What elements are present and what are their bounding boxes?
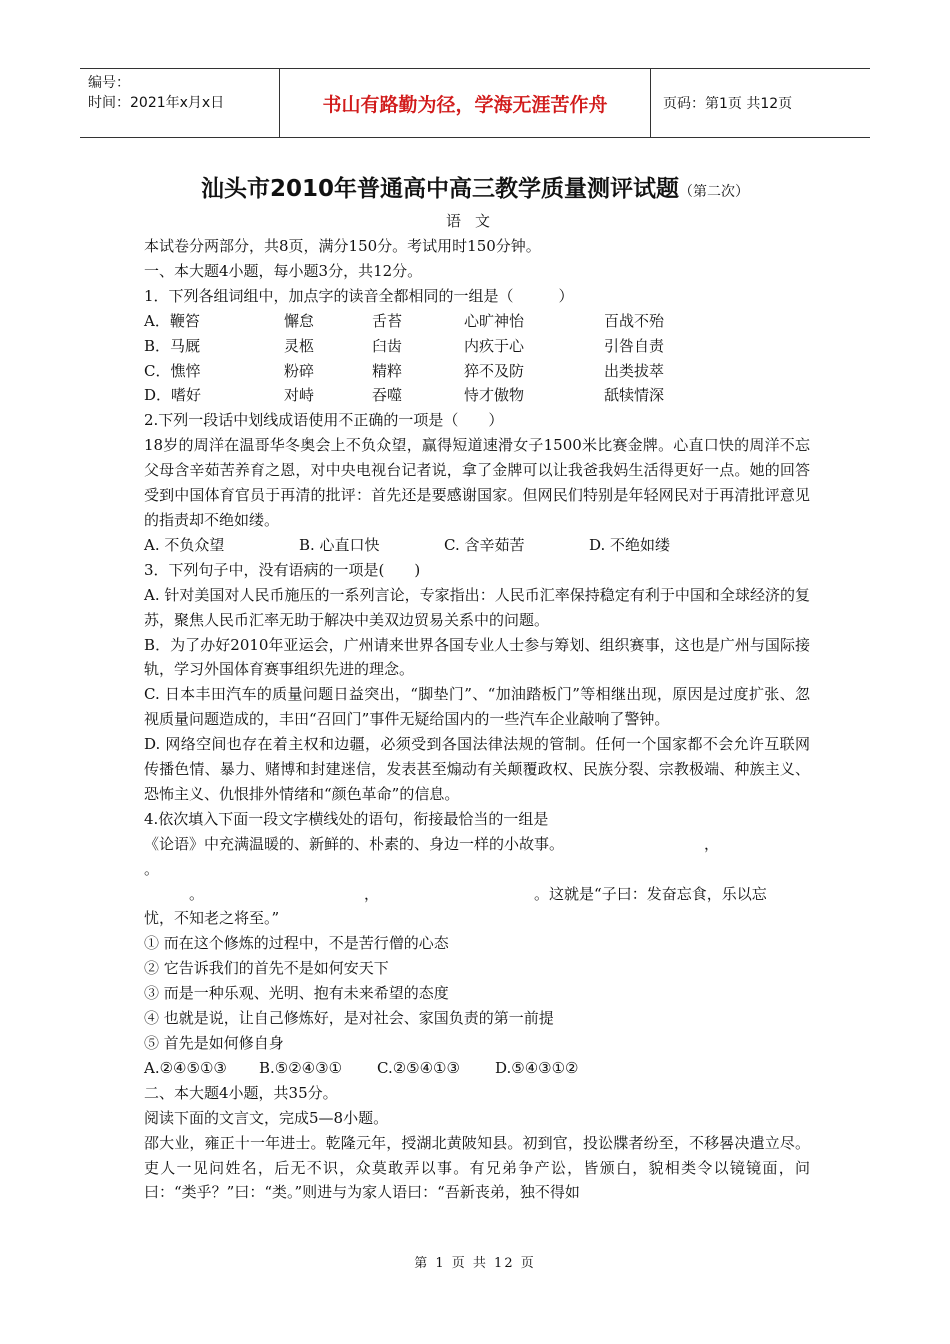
question-2-option-d: D. 不绝如缕 [589,535,671,554]
question-1-options [144,309,810,409]
question-1-option-term: 心旷神怡 [464,311,525,330]
question-1-option-term: A．鞭笞 [144,311,200,330]
question-1-option-term: C．憔悴 [144,361,201,380]
question-1-option-term: 粉碎 [284,361,315,380]
question-4-line-1-tail: ， [704,834,720,853]
header-meta [80,69,280,137]
question-4-stem: 4.依次填入下面一段文字横线处的语句，衔接最恰当的一组是 [144,809,549,828]
question-1-option-term: D．嗜好 [144,386,202,405]
question-4-option-c: C.②⑤④①③ [377,1058,460,1077]
document-number-label: 编号： [88,75,130,91]
question-1-option-term: 吞噬 [372,386,403,405]
question-2-option-a: A. 不负众望 [144,535,225,554]
subject-label: 语文 [445,212,504,230]
section-two-heading: 二、本大题4小题，共35分。 [144,1083,338,1102]
question-3-option-c: C. 日本丰田汽车的质量问题日益突出，“脚垫门”、“加油踏板门”等相继出现，原因是过度扩张、忽视质量问题造成的，丰田“召回门”事件无疑给国内的一些汽车企业敲响了警钟。 [144,685,810,729]
classical-passage: 邵大业，雍正十一年进士。乾隆元年，授湖北黄陂知县。初到官，投讼牒者纷至，不移晷决遣立尽。吏人一见问姓名，后无不识，众莫敢弄以事。有兄弟争产讼，皆颁白，貌相类令以镜镜面，问曰：“类乎？”曰：“类。”则进与为家人语曰：“吾新丧弟，独不得如 [144,1133,810,1202]
question-4-option-a: A.②④⑤①③ [144,1058,227,1077]
exam-body [144,234,810,1205]
question-2-option-b: B. 心直口快 [299,535,380,554]
question-1-option-row [144,383,810,408]
question-1-option-term: 懈怠 [284,311,315,330]
question-1-option-term: 恃才傲物 [464,386,525,405]
question-4-item-2: ② 它告诉我们的首先不是如何安天下 [144,959,389,978]
page-header [80,68,870,138]
exam-intro: 本试卷分两部分，共8页，满分150分。考试用时150分钟。 [144,237,541,255]
header-motto: 书山有路勤为径，学海无涯苦作舟 [280,69,651,137]
question-1-option-term: B．马厩 [144,336,201,355]
question-4-line-1-text: 《论语》中充满温暖的、新鲜的、朴素的、身边一样的小故事。 [144,834,565,853]
question-1-option-term: 对峙 [284,386,315,405]
question-1-option-term: 舐犊情深 [604,386,665,405]
question-1-option-term: 臼齿 [372,336,403,355]
question-1-option-row [144,359,810,384]
question-4-line-2: 。 [144,859,160,878]
question-1-option-term: 舌苔 [372,311,403,330]
header-page-info: 页码：第1页 共12页 [663,96,793,112]
question-1-option-term: 内疚于心 [464,336,525,355]
exam-title [0,170,950,203]
exam-title-main: 汕头市2010年普通高中高三教学质量测评试题 [200,176,679,202]
exam-title-sub: （第二次） [679,184,749,200]
question-2-option-c: C. 含辛茹苦 [444,535,525,554]
question-3-option-a: A. 针对美国对人民币施压的一系列言论，专家指出：人民币汇率保持稳定有利于中国和全球经济的复苏，聚焦人民币汇率无助于解决中美双边贸易关系中的问题。 [144,585,810,629]
question-1-option-term: 精粹 [372,361,403,380]
question-4-item-5: ⑤ 首先是如何修自身 [144,1034,284,1052]
question-4-item-1: ① 而在这个修炼的过程中，不是苦行僧的心态 [144,934,449,953]
question-1-option-term: 猝不及防 [464,361,525,380]
question-4-options [144,1056,810,1081]
question-1-option-row [144,334,810,359]
page-footer: 第 1 页 共 12 页 [414,1256,536,1271]
document-date: 时间：2021年x月x日 [88,95,225,111]
question-2-options [144,533,810,558]
question-4-line-3-b: ， [364,884,380,903]
question-1-option-term: 引咎自责 [604,336,665,355]
question-3-option-d: D. 网络空间也存在着主权和边疆，必须受到各国法律法规的管制。任何一个国家都不会允许互联网传播色情、暴力、赌博和封建迷信，发表甚至煽动有关颠覆政权、民族分裂、宗教极端、种族主义、恐怖主义、仇恨排外情绪和“颜色革命”的信息。 [144,735,810,803]
question-1-stem: 1．下列各组词组中，加点字的读音全都相同的一组是（ ） [144,286,574,305]
question-4-line-3-a: 。 [189,884,205,903]
question-4-line-3-c: 。这就是“子曰：发奋忘食，乐以忘 [534,884,767,903]
question-3-option-b: B．为了办好2010年亚运会，广州请来世界各国专业人士参与筹划、组织赛事，这也是广州与国际接轨，学习外国体育赛事组织先进的理念。 [144,635,810,679]
question-1-option-row [144,309,810,334]
question-4-line-3 [144,882,810,907]
question-1-option-term: 出类拔萃 [604,361,665,380]
question-4-line-4: 忧，不知老之将至。” [144,909,280,928]
question-2-stem: 2.下列一段话中划线成语使用不正确的一项是（ ） [144,411,504,430]
reading-instructions: 阅读下面的文言文，完成5—8小题。 [144,1108,389,1127]
question-1-option-term: 灵柩 [284,336,315,355]
question-4-item-3: ③ 而是一种乐观、光明、抱有未来希望的态度 [144,984,449,1003]
question-1-option-term: 百战不殆 [604,311,665,330]
section-one-heading: 一、本大题4小题，每小题3分，共12分。 [144,261,423,280]
question-3-stem: 3．下列句子中，没有语病的一项是( ) [144,560,421,579]
question-4-option-b: B.⑤②④③① [259,1058,343,1077]
question-2-passage: 18岁的周洋在温哥华冬奥会上不负众望，赢得短道速滑女子1500米比赛金牌。心直口快的周洋不忘父母含辛茹苦养育之恩，对中央电视台记者说，拿了金牌可以让我爸我妈生活得更好一点。她的回答受到中国体育官员于再清的批评：首先还是要感谢国家。但网民们特别是年轻网民对于再清批评意见的指责却不绝如缕。 [144,436,810,529]
question-4-option-d: D.⑤④③①② [495,1058,579,1077]
question-4-item-4: ④ 也就是说，让自己修炼好，是对社会、家国负责的第一前提 [144,1009,554,1028]
question-4-line-1 [144,832,810,857]
